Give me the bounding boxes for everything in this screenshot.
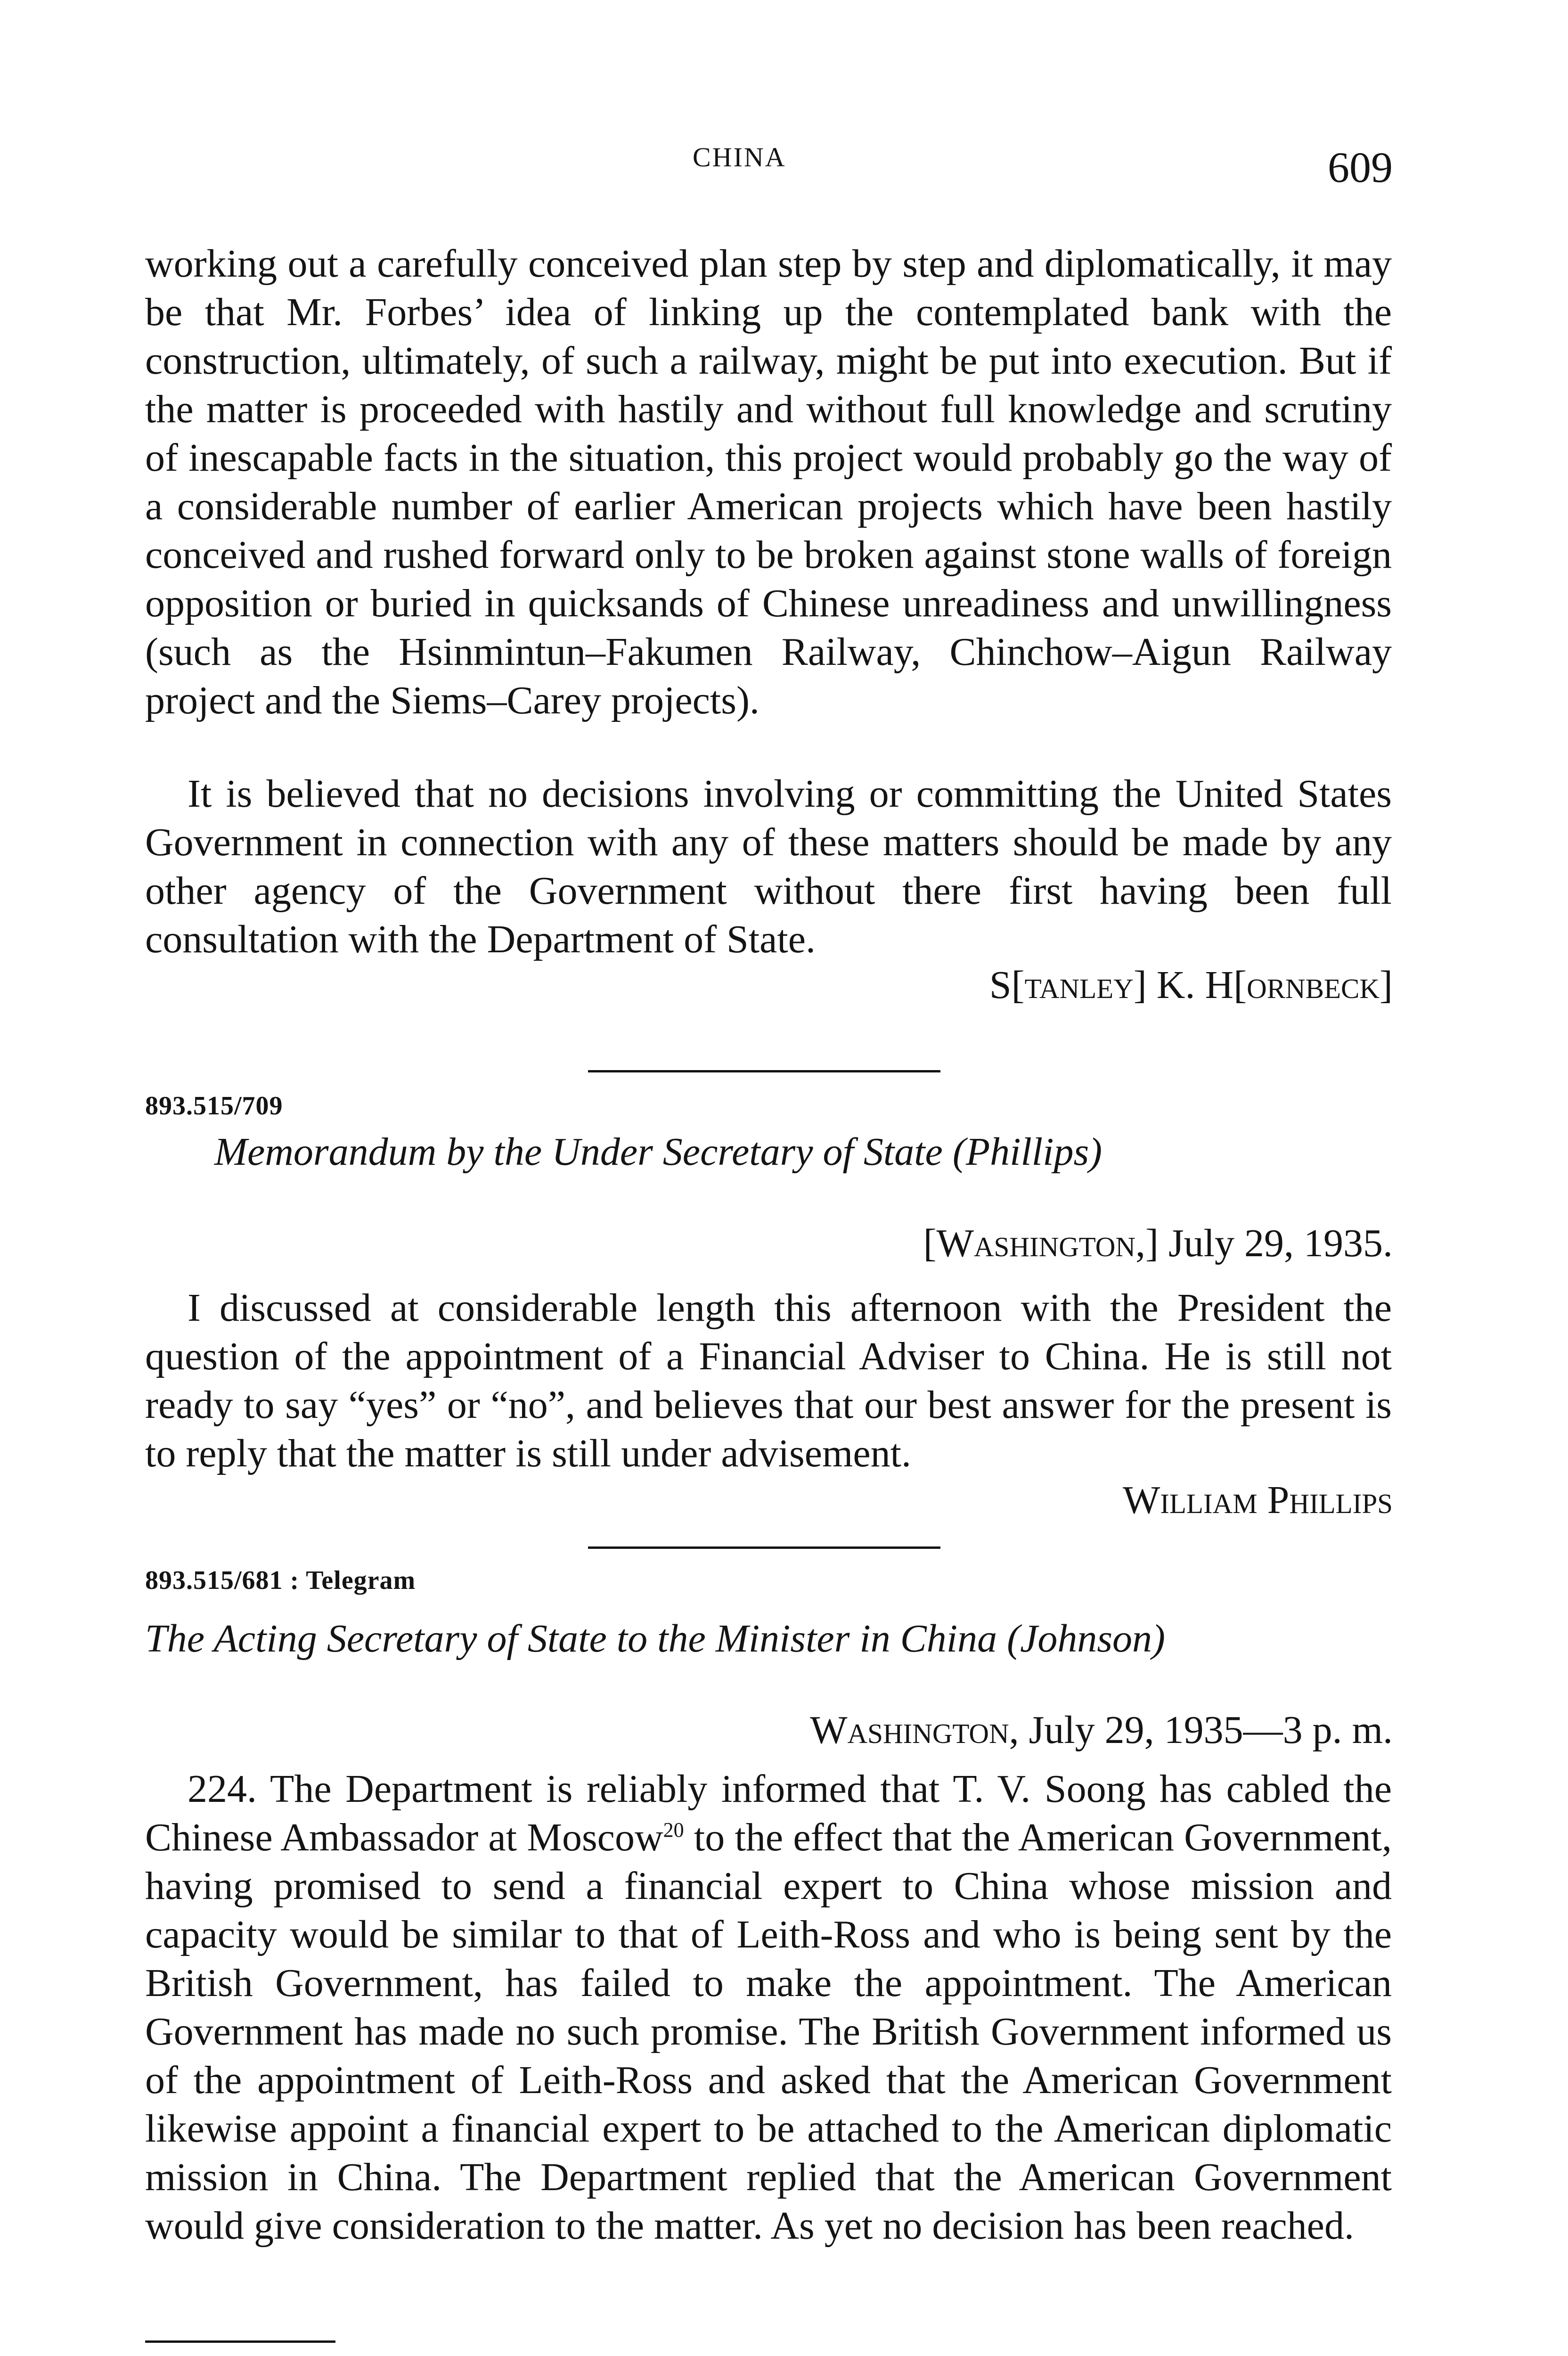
title-person: (Johnson) bbox=[1007, 1617, 1166, 1661]
document-title bbox=[214, 1128, 1102, 1176]
footnote-rule bbox=[145, 2340, 335, 2343]
phillips-signature: William Phillips bbox=[1122, 1478, 1393, 1522]
running-title: CHINA bbox=[693, 142, 786, 172]
consultation-paragraph: It is believed that no decisions involving or committing the United States Government in connection with any of these matters should be made by any other agency of the Government without there first having been full consultation with the Department of State. bbox=[145, 772, 1392, 961]
file-number: 893.515/709 bbox=[145, 1091, 283, 1121]
page-number: 609 bbox=[1328, 143, 1393, 191]
title-main: The Acting Secretary of State to the Minister in China bbox=[145, 1617, 997, 1661]
telegram-text-start: 224. The Department is reliably informed that T. V. Soong has cabled the Chinese Ambassador at Moscow bbox=[145, 1767, 1392, 1859]
footnote-reference: 20 bbox=[663, 1818, 684, 1841]
dateline-date: July 29, 1935—3 p. m. bbox=[1029, 1708, 1393, 1752]
dateline-date: July 29, 1935. bbox=[1168, 1221, 1393, 1265]
file-number: 893.515/681 : Telegram bbox=[145, 1566, 416, 1595]
title-main: Memorandum by the Under Secretary of State bbox=[214, 1130, 943, 1174]
telegram-body bbox=[145, 1765, 1392, 2250]
continuation-paragraph: working out a carefully conceived plan step by step and diplomatically, it may be that Mr. Forbes’ idea of linking up the contemplated bank with the construction, ultimately, of such a railway, might be put into execution. But if the matter is proceeded with hastily and without full knowledge and scrutiny of inescapable facts in the situation, this project would probably go the way of a considerable number of earlier American projects which have been hastily conceived and rushed forward only to be broken against stone walls of foreign opposition or buried in quicksands of Chinese unreadiness and unwillingness (such as the Hsinmintun–Fakumen Railway, Chinchow–Aigun Railway project and the Siems–Carey projects). bbox=[145, 242, 1392, 722]
dateline bbox=[923, 1219, 1393, 1268]
memorandum-body: I discussed at considerable length this afternoon with the President the question of the appointment of a Financial Adviser to China. He is still not ready to say “yes” or “no”, and believes that our best answer for the present is to reply that the matter is still under advisement. bbox=[145, 1286, 1392, 1475]
telegram-text-end: to the effect that the American Government, having promised to send a financial expert to China whose mission and capacity would be similar to that of Leith-Ross and who is being sent by the British Government, has failed to make the appointment. The American Government has made no such promise. The British Government informed us of the appointment of Leith-Ross and asked that the American Government likewise appoint a financial expert to be attached to the American diplomatic mission in China. The Department replied that the American Government would give consideration to the matter. As yet no decision has been reached. bbox=[145, 1816, 1392, 2248]
dateline-place: Washington, bbox=[810, 1708, 1019, 1752]
dateline-place: [Washington,] bbox=[923, 1221, 1159, 1265]
title-person: (Phillips) bbox=[952, 1130, 1102, 1174]
document-title bbox=[145, 1614, 1165, 1663]
section-divider bbox=[588, 1546, 940, 1549]
section-divider bbox=[588, 1070, 940, 1072]
dateline bbox=[810, 1706, 1393, 1754]
hornbeck-signature: S[tanley] K. H[ornbeck] bbox=[989, 963, 1393, 1007]
